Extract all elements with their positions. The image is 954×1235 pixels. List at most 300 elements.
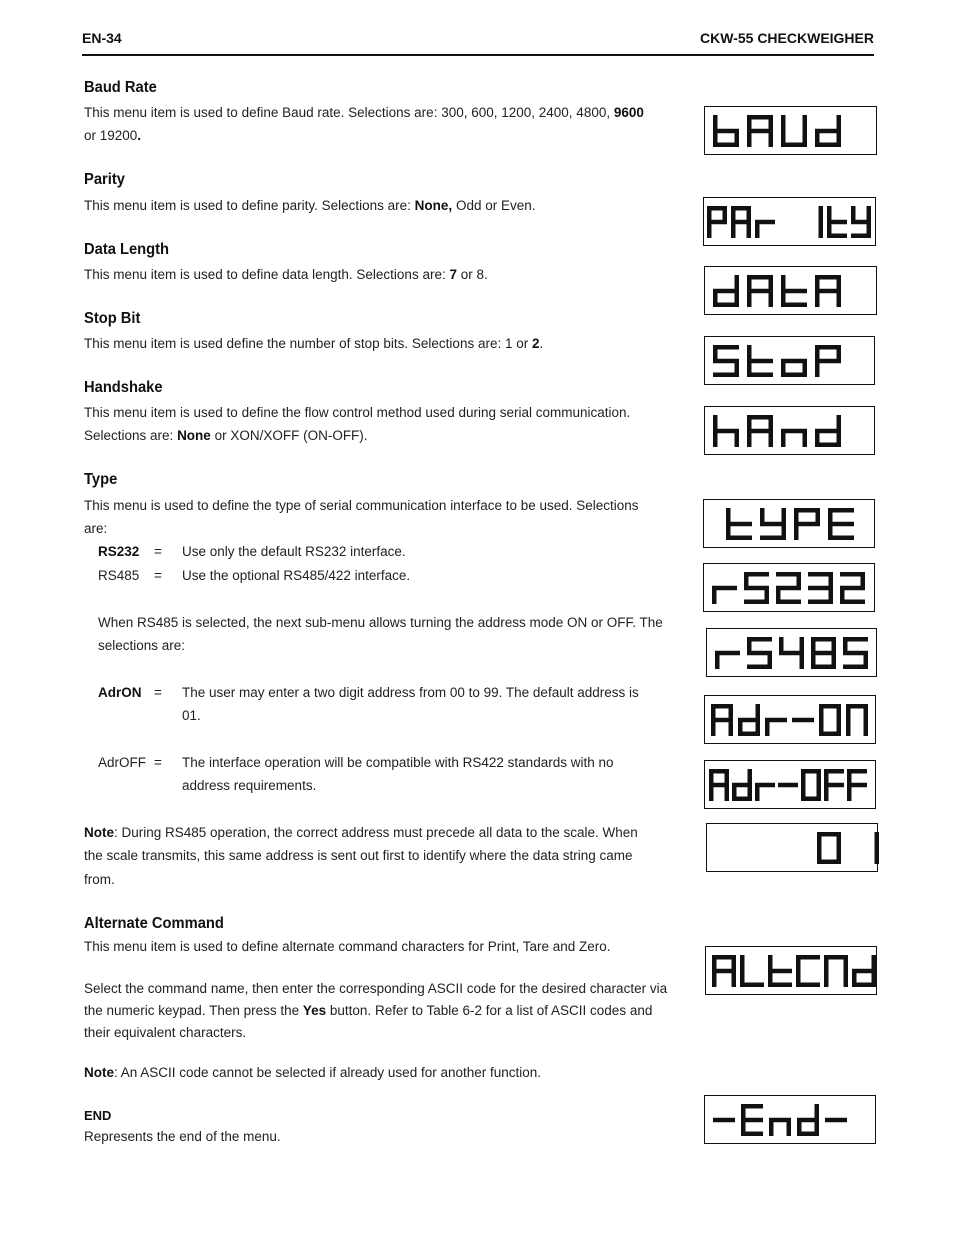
data-display xyxy=(704,266,877,315)
lcd-char xyxy=(731,206,751,238)
lcd-segment xyxy=(747,206,752,222)
lcd-segment xyxy=(803,115,808,131)
lcd-char xyxy=(852,955,876,987)
parity-display-segments xyxy=(704,198,877,247)
lcd-char xyxy=(765,718,787,736)
lcd-segment xyxy=(741,1132,763,1137)
lcd-char xyxy=(781,429,807,447)
lcd-segment xyxy=(747,291,752,307)
lcd-char xyxy=(825,1118,847,1123)
alternate-command-heading: Alternate Command xyxy=(84,915,224,932)
lcd-char xyxy=(711,704,733,736)
lcd-segment xyxy=(712,971,717,987)
lcd-segment xyxy=(864,720,869,736)
lcd-segment xyxy=(769,115,774,131)
lcd-segment xyxy=(825,1118,847,1123)
rs485-submenu-text-1: When RS485 is selected, the next sub-menu allows turning the address mode ON or OFF. The xyxy=(98,615,663,630)
lcd-segment xyxy=(846,720,851,736)
lcd-segment xyxy=(747,345,752,361)
adroff-desc-1: The interface operation will be compatible with RS422 standards with no xyxy=(182,755,614,770)
adroff-display-segments xyxy=(705,761,877,810)
lcd-char xyxy=(824,769,844,801)
lcd-segment xyxy=(800,637,805,653)
lcd-segment xyxy=(846,704,851,720)
lcd-char xyxy=(843,637,868,669)
lcd-char xyxy=(781,359,807,377)
lcd-char xyxy=(740,955,764,987)
parity-heading: Parity xyxy=(84,171,125,188)
lcd-segment xyxy=(817,769,822,785)
lcd-char xyxy=(760,508,786,540)
lcd-segment xyxy=(824,955,829,971)
lcd-char xyxy=(712,955,736,987)
lcd-segment xyxy=(713,1118,735,1123)
lcd-segment xyxy=(867,206,872,222)
lcd-char xyxy=(781,115,807,147)
lcd-segment xyxy=(740,955,745,971)
lcd-segment xyxy=(815,291,820,307)
end-display xyxy=(704,1095,876,1144)
lcd-segment xyxy=(824,769,829,785)
lcd-segment xyxy=(819,704,824,720)
lcd-char xyxy=(801,769,821,801)
lcd-segment xyxy=(779,637,784,653)
lcd-segment xyxy=(837,704,842,720)
lcd-segment xyxy=(796,983,820,988)
lcd-segment xyxy=(844,955,849,971)
stop-display-segments xyxy=(705,337,876,386)
lcd-segment xyxy=(778,783,798,788)
adroff-equals: = xyxy=(154,755,162,770)
lcd-segment xyxy=(747,415,752,431)
lcd-segment xyxy=(796,955,801,971)
lcd-segment xyxy=(707,222,712,238)
lcd-segment xyxy=(824,971,829,987)
lcd-char xyxy=(846,704,868,736)
rs232-display xyxy=(703,563,875,612)
lcd-segment xyxy=(713,289,739,294)
baud-display xyxy=(704,106,877,155)
lcd-segment xyxy=(815,129,841,134)
lcd-segment xyxy=(713,291,718,307)
stop-bit-heading: Stop Bit xyxy=(84,310,141,327)
page-number: EN-34 xyxy=(82,30,122,46)
data-display-segments xyxy=(705,267,878,316)
lcd-segment xyxy=(797,1120,802,1136)
lcd-segment xyxy=(712,969,736,974)
lcd-segment xyxy=(781,431,786,447)
lcd-segment xyxy=(832,637,837,653)
lcd-char xyxy=(776,572,801,604)
lcd-segment xyxy=(713,129,739,134)
lcd-segment xyxy=(738,718,760,723)
lcd-char xyxy=(755,220,775,238)
stop-bit-text: This menu item is used define the number of stop bits. Selections are: 1 or 2. xyxy=(84,336,544,351)
lcd-segment xyxy=(768,983,792,988)
lcd-segment xyxy=(747,115,752,131)
alternate-command-note: Note: An ASCII code cannot be selected if already used for another function. xyxy=(84,1065,542,1080)
lcd-segment xyxy=(851,234,871,239)
lcd-segment xyxy=(747,431,752,447)
lcd-segment xyxy=(760,536,786,541)
lcd-segment xyxy=(847,783,867,788)
lcd-segment xyxy=(875,832,880,848)
lcd-segment xyxy=(713,431,718,447)
lcd-char xyxy=(747,415,773,447)
lcd-char xyxy=(819,206,824,238)
lcd-segment xyxy=(875,848,880,864)
lcd-char xyxy=(732,769,752,801)
lcd-segment xyxy=(800,653,805,669)
lcd-segment xyxy=(755,783,775,788)
lcd-segment xyxy=(817,848,822,864)
lcd-segment xyxy=(819,206,824,222)
type-display xyxy=(703,499,875,548)
lcd-segment xyxy=(781,115,786,131)
lcd-segment xyxy=(861,572,866,588)
lcd-segment xyxy=(747,637,752,653)
lcd-char xyxy=(709,769,729,801)
lcd-segment xyxy=(815,289,841,294)
lcd-segment xyxy=(801,769,806,785)
lcd-segment xyxy=(740,983,764,988)
adron-equals: = xyxy=(154,685,162,700)
lcd-char xyxy=(815,275,841,307)
handshake-text-1: This menu item is used to define the flow control method used during serial communication. xyxy=(84,405,631,420)
lcd-char xyxy=(747,637,772,669)
stop-display xyxy=(704,336,875,385)
lcd-segment xyxy=(819,720,824,736)
lcd-segment xyxy=(824,785,829,801)
alternate-command-text-2: Select the command name, then enter the corresponding ASCII code for the desired character via xyxy=(84,981,668,996)
lcd-segment xyxy=(815,359,841,364)
lcd-segment xyxy=(729,704,734,720)
lcd-segment xyxy=(824,783,844,788)
lcd-segment xyxy=(755,222,760,238)
lcd-segment xyxy=(782,508,787,524)
lcd-segment xyxy=(732,785,737,801)
baud-rate-text-1: This menu item is used to define Baud rate. Selections are: 300, 600, 1200, 2400, 4800, 9600 xyxy=(84,105,644,120)
lcd-segment xyxy=(852,969,876,974)
lcd-char xyxy=(840,572,865,604)
lcd-segment xyxy=(769,291,774,307)
lcd-segment xyxy=(726,508,731,524)
lcd-char xyxy=(747,345,773,377)
lcd-segment xyxy=(815,275,820,291)
lcd-segment xyxy=(725,785,730,801)
lcd-segment xyxy=(747,275,752,291)
lcd-segment xyxy=(847,769,852,785)
lcd-segment xyxy=(712,588,717,604)
lcd-segment xyxy=(781,361,786,377)
baud-rate-heading: Baud Rate xyxy=(84,79,157,96)
lcd-char xyxy=(747,275,773,307)
address-display xyxy=(706,823,878,872)
lcd-segment xyxy=(816,508,821,524)
adron-display-segments xyxy=(705,696,877,745)
lcd-char xyxy=(815,345,841,377)
lcd-segment xyxy=(709,785,714,801)
data-length-text: This menu item is used to define data length. Selections are: 7 or 8. xyxy=(84,267,488,282)
lcd-segment xyxy=(794,508,799,524)
lcd-segment xyxy=(731,220,751,225)
alternate-command-text-3: the numeric keypad. Then press the Yes button. Refer to Table 6-2 for a list of ASCII codes and xyxy=(84,1003,653,1018)
lcd-segment xyxy=(729,720,734,736)
lcd-char xyxy=(738,704,760,736)
lcd-char xyxy=(811,637,836,669)
lcd-segment xyxy=(837,291,842,307)
lcd-char xyxy=(796,955,820,987)
page-header xyxy=(82,28,874,56)
type-text-2: are: xyxy=(84,521,108,536)
lcd-segment xyxy=(794,522,820,527)
product-title: CKW-55 CHECKWEIGHER xyxy=(700,30,874,46)
lcd-char xyxy=(726,508,752,540)
lcd-segment xyxy=(769,1118,791,1123)
lcd-segment xyxy=(732,783,752,788)
lcd-segment xyxy=(723,206,728,222)
lcd-segment xyxy=(715,651,740,656)
lcd-segment xyxy=(744,600,769,605)
rs485-note-3: from. xyxy=(84,872,115,887)
rs485-equals: = xyxy=(154,568,162,583)
lcd-segment xyxy=(711,720,716,736)
lcd-segment xyxy=(769,275,774,291)
hand-display-segments xyxy=(705,407,876,456)
lcd-char xyxy=(778,783,798,788)
lcd-segment xyxy=(781,429,807,434)
lcd-segment xyxy=(827,206,832,222)
lcd-segment xyxy=(819,222,824,238)
lcd-segment xyxy=(837,275,842,291)
lcd-char xyxy=(744,572,769,604)
rs485-display-segments xyxy=(707,629,878,678)
handshake-heading: Handshake xyxy=(84,379,163,396)
lcd-segment xyxy=(843,665,868,670)
lcd-segment xyxy=(801,785,806,801)
lcd-segment xyxy=(760,508,765,524)
lcd-segment xyxy=(732,955,737,971)
altcmd-display xyxy=(705,946,877,995)
lcd-segment xyxy=(769,431,774,447)
lcd-segment xyxy=(709,783,729,788)
parity-text: This menu item is used to define parity. Selections are: None, Odd or Even. xyxy=(84,198,536,213)
lcd-char xyxy=(815,115,841,147)
lcd-segment xyxy=(829,572,834,588)
lcd-char xyxy=(819,704,841,736)
lcd-segment xyxy=(837,832,842,848)
baud-rate-text-2: or 19200. xyxy=(84,128,142,143)
lcd-segment xyxy=(827,234,847,239)
lcd-segment xyxy=(738,720,743,736)
rs485-submenu-text-2: selections are: xyxy=(98,638,186,653)
lcd-segment xyxy=(769,415,774,431)
lcd-segment xyxy=(840,600,865,605)
lcd-segment xyxy=(781,275,786,291)
lcd-segment xyxy=(803,431,808,447)
rs485-note-1: Note: During RS485 operation, the correct address must precede all data to the scale. When xyxy=(84,825,638,840)
adron-desc-2: 01. xyxy=(182,708,201,723)
lcd-segment xyxy=(792,718,814,723)
lcd-segment xyxy=(731,222,736,238)
lcd-segment xyxy=(755,785,760,801)
rs232-label: RS232 xyxy=(98,544,140,559)
handshake-text-2: Selections are: None or XON/XOFF (ON-OFF). xyxy=(84,428,368,443)
lcd-segment xyxy=(769,1120,774,1136)
lcd-segment xyxy=(713,373,739,378)
lcd-segment xyxy=(713,415,718,431)
lcd-segment xyxy=(711,704,716,720)
lcd-segment xyxy=(851,206,856,222)
lcd-segment xyxy=(709,769,714,785)
lcd-segment xyxy=(815,431,820,447)
lcd-segment xyxy=(735,275,740,291)
alternate-command-text-1: This menu item is used to define alternate command characters for Print, Tare and Zero. xyxy=(84,939,611,954)
lcd-segment xyxy=(747,429,773,434)
lcd-segment xyxy=(815,1104,820,1120)
adron-display xyxy=(704,695,876,744)
lcd-segment xyxy=(808,600,833,605)
lcd-segment xyxy=(747,129,773,134)
lcd-segment xyxy=(817,832,822,848)
lcd-segment xyxy=(707,206,712,222)
hand-display xyxy=(704,406,875,455)
lcd-char xyxy=(707,206,727,238)
lcd-char xyxy=(741,1104,763,1136)
rs485-display xyxy=(706,628,877,677)
lcd-segment xyxy=(765,720,770,736)
lcd-char xyxy=(794,508,820,540)
lcd-segment xyxy=(713,345,718,361)
lcd-segment xyxy=(741,1104,746,1120)
lcd-segment xyxy=(811,653,816,669)
lcd-segment xyxy=(815,131,820,147)
lcd-char xyxy=(815,415,841,447)
lcd-segment xyxy=(837,115,842,131)
lcd-segment xyxy=(713,115,718,131)
lcd-char xyxy=(779,637,804,669)
type-text-1: This menu is used to define the type of serial communication interface to be used. Selections xyxy=(84,498,639,513)
rs485-label: RS485 xyxy=(98,568,140,583)
lcd-char xyxy=(847,769,867,801)
lcd-segment xyxy=(843,637,848,653)
lcd-segment xyxy=(747,665,772,670)
baud-display-segments xyxy=(705,107,878,156)
adroff-desc-2: address requirements. xyxy=(182,778,317,793)
lcd-segment xyxy=(815,345,820,361)
rs232-display-segments xyxy=(704,564,876,613)
lcd-segment xyxy=(847,785,852,801)
adron-label: AdrON xyxy=(98,685,142,700)
type-heading: Type xyxy=(84,471,118,488)
lcd-segment xyxy=(715,653,720,669)
lcd-segment xyxy=(864,704,869,720)
lcd-segment xyxy=(815,429,841,434)
type-display-segments xyxy=(704,500,876,549)
lcd-segment xyxy=(725,769,730,785)
lcd-segment xyxy=(747,131,752,147)
adroff-label: AdrOFF xyxy=(98,755,147,770)
lcd-segment xyxy=(797,572,802,588)
data-length-heading: Data Length xyxy=(84,241,170,258)
lcd-char xyxy=(715,651,740,669)
address-display-segments xyxy=(707,824,879,873)
lcd-segment xyxy=(794,524,799,540)
lcd-segment xyxy=(797,1118,819,1123)
lcd-segment xyxy=(707,220,727,225)
lcd-segment xyxy=(787,1120,792,1136)
lcd-segment xyxy=(732,971,737,987)
lcd-segment xyxy=(828,508,833,524)
lcd-char xyxy=(713,115,739,147)
lcd-char xyxy=(769,1118,791,1136)
lcd-segment xyxy=(781,303,807,308)
lcd-char xyxy=(817,832,841,864)
lcd-segment xyxy=(744,572,749,588)
lcd-segment xyxy=(712,586,737,591)
rs232-equals: = xyxy=(154,544,162,559)
lcd-segment xyxy=(811,637,816,653)
lcd-segment xyxy=(844,971,849,987)
lcd-segment xyxy=(756,704,761,720)
lcd-char xyxy=(808,572,833,604)
lcd-segment xyxy=(837,415,842,431)
end-text: Represents the end of the menu. xyxy=(84,1129,281,1144)
lcd-char xyxy=(824,955,848,987)
lcd-segment xyxy=(852,971,857,987)
lcd-segment xyxy=(747,289,773,294)
parity-display xyxy=(703,197,876,246)
lcd-char xyxy=(875,832,880,864)
end-heading: END xyxy=(84,1108,112,1123)
lcd-segment xyxy=(735,431,740,447)
adron-desc-1: The user may enter a two digit address from 00 to 99. The default address is xyxy=(182,685,639,700)
altcmd-display-segments xyxy=(706,947,878,996)
lcd-char xyxy=(747,115,773,147)
rs232-desc: Use only the default RS232 interface. xyxy=(182,544,406,559)
lcd-char xyxy=(713,345,739,377)
lcd-char xyxy=(827,206,847,238)
lcd-char xyxy=(712,586,737,604)
lcd-segment xyxy=(765,718,787,723)
rs485-desc: Use the optional RS485/422 interface. xyxy=(182,568,411,583)
end-display-segments xyxy=(705,1096,877,1145)
lcd-char xyxy=(792,718,814,723)
lcd-segment xyxy=(747,222,752,238)
lcd-char xyxy=(828,508,854,540)
lcd-segment xyxy=(711,718,733,723)
rs485-note-2: the scale transmits, this same address is sent out first to identify where the data string came xyxy=(84,848,633,863)
lcd-char xyxy=(713,1118,735,1123)
lcd-segment xyxy=(815,361,820,377)
lcd-segment xyxy=(781,131,786,147)
lcd-char xyxy=(851,206,871,238)
alternate-command-text-4: their equivalent characters. xyxy=(84,1025,247,1040)
adroff-display xyxy=(704,760,876,809)
lcd-segment xyxy=(755,220,775,225)
lcd-segment xyxy=(872,955,877,971)
lcd-char xyxy=(768,955,792,987)
lcd-char xyxy=(755,783,775,801)
lcd-segment xyxy=(726,536,752,541)
lcd-segment xyxy=(712,955,717,971)
lcd-segment xyxy=(731,206,736,222)
lcd-segment xyxy=(768,955,773,971)
lcd-char xyxy=(797,1104,819,1136)
lcd-char xyxy=(713,275,739,307)
lcd-char xyxy=(713,415,739,447)
lcd-segment xyxy=(781,359,807,364)
